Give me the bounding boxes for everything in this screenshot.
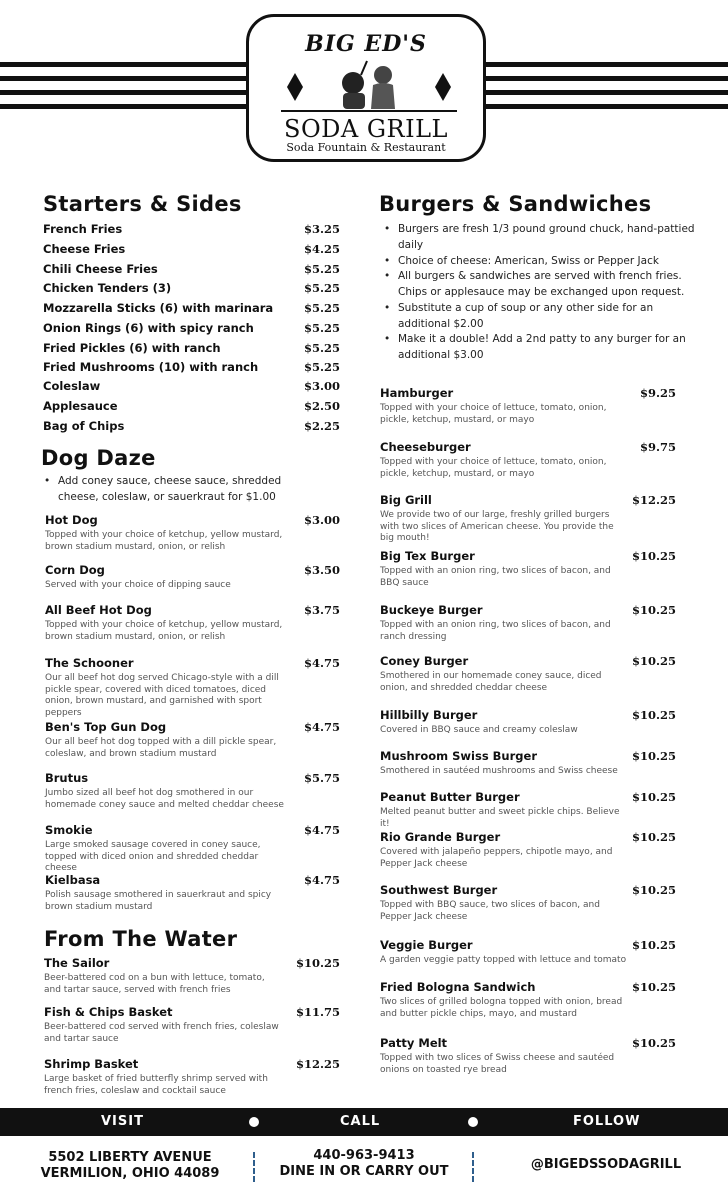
item-price: $10.25 [631, 749, 676, 763]
note-item: • Burgers are fresh 1/3 pound ground chuck, hand-pattied daily [384, 222, 700, 254]
item-description: Two slices of grilled bologna topped with onion, bread and butter pickle chips, mayo, and mustard [380, 997, 623, 1019]
item-name: Smokie [45, 823, 93, 837]
item-price: $4.25 [303, 242, 340, 256]
item-price: $5.25 [303, 262, 340, 276]
item-name: Hamburger [380, 386, 454, 400]
burgers-notes [384, 222, 700, 364]
social-handle[interactable]: @BIGEDSSODAGRILL [530, 1157, 682, 1172]
item-price: $5.25 [303, 341, 340, 355]
item-description: Large basket of fried butterfly shrimp served with french fries, coleslaw and cocktail sauce [44, 1074, 268, 1096]
menu-item [43, 360, 340, 378]
item-name: Shrimp Basket [44, 1057, 139, 1071]
menu-item [43, 222, 340, 240]
item-price: $10.25 [631, 980, 676, 994]
menu-item [43, 399, 340, 417]
item-description: Topped with your choice of lettuce, tomato, onion, pickle, ketchup, mustard, or mayo [380, 403, 607, 425]
item-price: $10.25 [631, 549, 676, 563]
item-name: Southwest Burger [380, 883, 498, 897]
item-description: Topped with two slices of Swiss cheese and sautéed onions on toasted rye bread [380, 1053, 615, 1075]
item-price: $2.25 [303, 419, 340, 433]
menu-item [43, 341, 340, 359]
item-price: $10.25 [631, 1036, 676, 1050]
item-price: $5.25 [303, 360, 340, 374]
item-price: $5.25 [303, 301, 340, 315]
footer-separator [253, 1152, 255, 1182]
item-name: Mozzarella Sticks (6) with marinara [43, 301, 274, 315]
item-price: $5.75 [303, 771, 340, 785]
item-name: Brutus [45, 771, 89, 785]
item-price: $10.25 [631, 938, 676, 952]
item-name: Mushroom Swiss Burger [380, 749, 537, 763]
footer-follow-label: FOLLOW [573, 1114, 641, 1129]
item-name: Hot Dog [45, 513, 98, 527]
logo-name: SODA GRILL [284, 115, 448, 143]
item-price: $10.25 [631, 883, 676, 897]
item-name: Bag of Chips [43, 419, 125, 433]
item-description: Beer-battered cod served with french fries, coleslaw and tartar sauce [44, 1022, 279, 1044]
item-price: $12.25 [295, 1057, 340, 1071]
header-stripes-right [486, 62, 728, 110]
item-description: We provide two of our large, freshly grilled burgers with two slices of American cheese. You provide the big mouth! [380, 510, 614, 544]
item-price: $9.25 [639, 386, 676, 400]
note-item: • Add coney sauce, cheese sauce, shredded cheese, coleslaw, or sauerkraut for $1.00 [44, 474, 320, 506]
item-name: Big Grill [380, 493, 432, 507]
item-name: Hillbilly Burger [380, 708, 478, 722]
item-name: Chicken Tenders (3) [43, 281, 172, 295]
note-item: • Substitute a cup of soup or any other side for an additional $2.00 [384, 301, 700, 333]
item-name: Kielbasa [45, 873, 101, 887]
item-name: Corn Dog [45, 563, 105, 577]
item-price: $10.25 [631, 654, 676, 668]
item-name: Peanut Butter Burger [380, 790, 520, 804]
item-description: Jumbo sized all beef hot dog smothered in our homemade coney sauce and melted cheddar cheese [45, 788, 284, 810]
item-price: $10.25 [631, 830, 676, 844]
footer-visit-label: VISIT [101, 1114, 144, 1129]
footer-separator [472, 1152, 474, 1182]
item-price: $2.50 [303, 399, 340, 413]
item-name: French Fries [43, 222, 123, 236]
item-description: Covered in BBQ sauce and creamy coleslaw [380, 725, 578, 735]
menu-item [43, 281, 340, 299]
item-name: Fried Bologna Sandwich [380, 980, 536, 994]
item-name: Buckeye Burger [380, 603, 483, 617]
item-name: Fried Mushrooms (10) with ranch [43, 360, 259, 374]
item-description: Large smoked sausage covered in coney sauce, topped with diced onion and shredded cheddar cheese [45, 840, 261, 874]
note-item: • All burgers & sandwiches are served with french fries. Chips or applesauce may be exchanged upon request. [384, 269, 700, 301]
item-name: Applesauce [43, 399, 118, 413]
footer-call-label: CALL [340, 1114, 381, 1129]
item-name: Fish & Chips Basket [44, 1005, 173, 1019]
footer-contact [262, 1148, 466, 1181]
item-price: $9.75 [639, 440, 676, 454]
restaurant-logo [246, 14, 486, 162]
dogs-notes [44, 474, 320, 506]
item-price: $4.75 [303, 720, 340, 734]
item-price: $3.00 [303, 379, 340, 393]
item-name: Veggie Burger [380, 938, 473, 952]
item-name: Onion Rings (6) with spicy ranch [43, 321, 254, 335]
item-price: $5.25 [303, 321, 340, 335]
item-price: $12.25 [631, 493, 676, 507]
item-name: Chili Cheese Fries [43, 262, 158, 276]
item-description: Topped with an onion ring, two slices of bacon, and BBQ sauce [380, 566, 611, 588]
phone-number[interactable]: 440-963-9413 [313, 1148, 415, 1163]
item-description: Topped with an onion ring, two slices of bacon, and ranch dressing [380, 620, 611, 642]
footer-dot-icon [468, 1117, 478, 1127]
item-name: Patty Melt [380, 1036, 448, 1050]
item-price: $5.25 [303, 281, 340, 295]
item-price: $3.75 [303, 603, 340, 617]
item-description: Topped with your choice of ketchup, yellow mustard, brown stadium mustard, onion, or relish [45, 620, 283, 642]
menu-item [43, 262, 340, 280]
item-description: Topped with BBQ sauce, two slices of bacon, and Pepper Jack cheese [380, 900, 600, 922]
water-title: From The Water [44, 927, 238, 951]
item-price: $3.25 [303, 222, 340, 236]
item-price: $3.00 [303, 513, 340, 527]
footer-address [20, 1150, 240, 1183]
item-description: Served with your choice of dipping sauce [45, 580, 231, 590]
item-name: The Schooner [45, 656, 134, 670]
item-price: $3.50 [303, 563, 340, 577]
item-price: $10.25 [631, 708, 676, 722]
item-price: $10.25 [631, 603, 676, 617]
service-options: DINE IN OR CARRY OUT [279, 1164, 449, 1180]
note-item: • Choice of cheese: American, Swiss or Pepper Jack [384, 254, 700, 270]
address-line-2: VERMILION, OHIO 44089 [40, 1166, 220, 1182]
address-line-1: 5502 LIBERTY AVENUE [48, 1150, 212, 1165]
item-price: $10.25 [631, 790, 676, 804]
item-name: All Beef Hot Dog [45, 603, 152, 617]
menu-item [43, 321, 340, 339]
item-name: Coney Burger [380, 654, 469, 668]
header-stripes-left [0, 62, 258, 110]
item-price: $4.75 [303, 823, 340, 837]
item-description: Our all beef hot dog topped with a dill pickle spear, coleslaw, and brown stadium mustard [45, 737, 277, 759]
footer-bar [0, 1108, 728, 1136]
logo-tagline: Soda Fountain & Restaurant [286, 141, 446, 154]
item-description: Beer-battered cod on a bun with lettuce, tomato, and tartar sauce, served with french fries [44, 973, 265, 995]
item-description: Smothered in sautéed mushrooms and Swiss cheese [380, 766, 618, 776]
item-price: $4.75 [303, 873, 340, 887]
menu-item [43, 301, 340, 319]
burgers-title: Burgers & Sandwiches [379, 192, 652, 216]
item-name: Cheeseburger [380, 440, 471, 454]
item-name: The Sailor [44, 956, 110, 970]
menu-item [43, 242, 340, 260]
item-description: Smothered in our homemade coney sauce, diced onion, and shredded cheddar cheese [380, 671, 602, 693]
item-name: Cheese Fries [43, 242, 126, 256]
item-description: A garden veggie patty topped with lettuce and tomato [380, 955, 627, 965]
item-price: $10.25 [295, 956, 340, 970]
item-name: Fried Pickles (6) with ranch [43, 341, 221, 355]
item-name: Ben's Top Gun Dog [45, 720, 167, 734]
starters-title: Starters & Sides [43, 192, 242, 216]
item-name: Rio Grande Burger [380, 830, 501, 844]
menu-item [43, 419, 340, 437]
item-description: Topped with your choice of lettuce, tomato, onion, pickle, ketchup, mustard, or mayo [380, 457, 607, 479]
footer-dot-icon [249, 1117, 259, 1127]
item-description: Melted peanut butter and sweet pickle chips. Believe it! [380, 807, 620, 829]
item-description: Topped with your choice of ketchup, yellow mustard, brown stadium mustard, onion, or relish [45, 530, 283, 552]
soda-fountain-illustration-icon [281, 55, 457, 117]
item-description: Our all beef hot dog served Chicago-style with a dill pickle spear, covered with diced tomatoes, diced onion, brown mustard, and garnished with sport peppers [45, 673, 279, 719]
dogs-title: Dog Daze [41, 446, 156, 470]
item-price: $11.75 [295, 1005, 340, 1019]
item-description: Covered with jalapeño peppers, chipotle mayo, and Pepper Jack cheese [380, 847, 613, 869]
menu-item [43, 379, 340, 397]
item-name: Big Tex Burger [380, 549, 475, 563]
item-name: Coleslaw [43, 379, 101, 393]
item-description: Polish sausage smothered in sauerkraut and spicy brown stadium mustard [45, 890, 272, 912]
note-item: • Make it a double! Add a 2nd patty to any burger for an additional $3.00 [384, 332, 700, 364]
item-price: $4.75 [303, 656, 340, 670]
logo-brand: BIG ED'S [305, 31, 427, 57]
